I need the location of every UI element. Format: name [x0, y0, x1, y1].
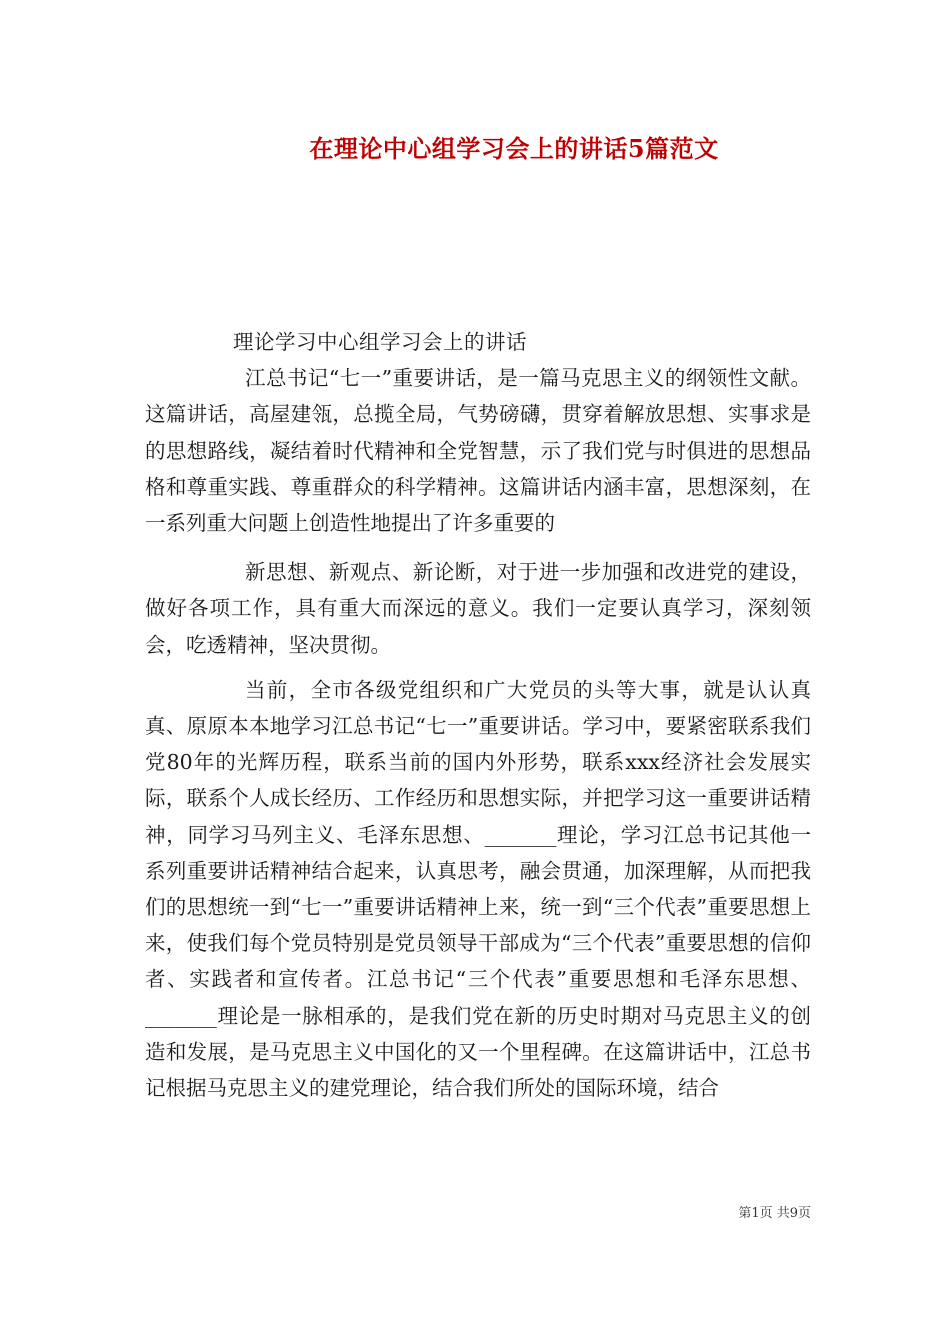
paragraph-3: 当前，全市各级党组织和广大党员的头等大事，就是认认真真、原原本本地学习江总书记“七一”重要讲话。学习中，要紧密联系我们党80年的光辉历程，联系当前的国内外形势，联系xxx经济社会发展实际，联系个人成长经历、工作经历和思想实际，并把学习这一重要讲话精神，同学习马列主义、毛泽东思想、_______理论，学习江总书记其他一系列重要讲话精神结合起来，认真思考，融会贯通，加深理解，从而把我们的思想统一到“七一”重要讲话精神上来，统一到“三个代表”重要思想上来，使我们每个党员特别是党员领导干部成为“三个代表”重要思想的信仰者、实践者和宣传者。江总书记“三个代表”重要思想和毛泽东思想、_______理论是一脉相承的，是我们党在新的历史时期对马克思主义的创造和发展，是马克思主义中国化的又一个里程碑。在这篇讲话中，江总书记根据马克思主义的建党理论，结合我们所处的国际环境，结合: [145, 677, 811, 1101]
document-title: 在理论中心组学习会上的讲话5篇范文: [309, 134, 719, 163]
page-number: 第1页 共9页: [738, 1206, 811, 1221]
document-body: [145, 324, 811, 1106]
paragraph-1: 江总书记“七一”重要讲话，是一篇马克思主义的纲领性文献。这篇讲话，高屋建瓴，总揽全局，气势磅礴，贯穿着解放思想、实事求是的思想路线，凝结着时代精神和全党智慧，示了我们党与时俱进的思想品格和尊重实践、尊重群众的科学精神。这篇讲话内涵丰富，思想深刻，在一系列重大问题上创造性地提出了许多重要的: [145, 366, 811, 536]
paragraph-2: 新思想、新观点、新论断，对于进一步加强和改进党的建设，做好各项工作，具有重大而深远的意义。我们一定要认真学习，深刻领会，吃透精神，坚决贯彻。: [145, 560, 811, 657]
section-heading: 理论学习中心组学习会上的讲话: [233, 330, 527, 354]
